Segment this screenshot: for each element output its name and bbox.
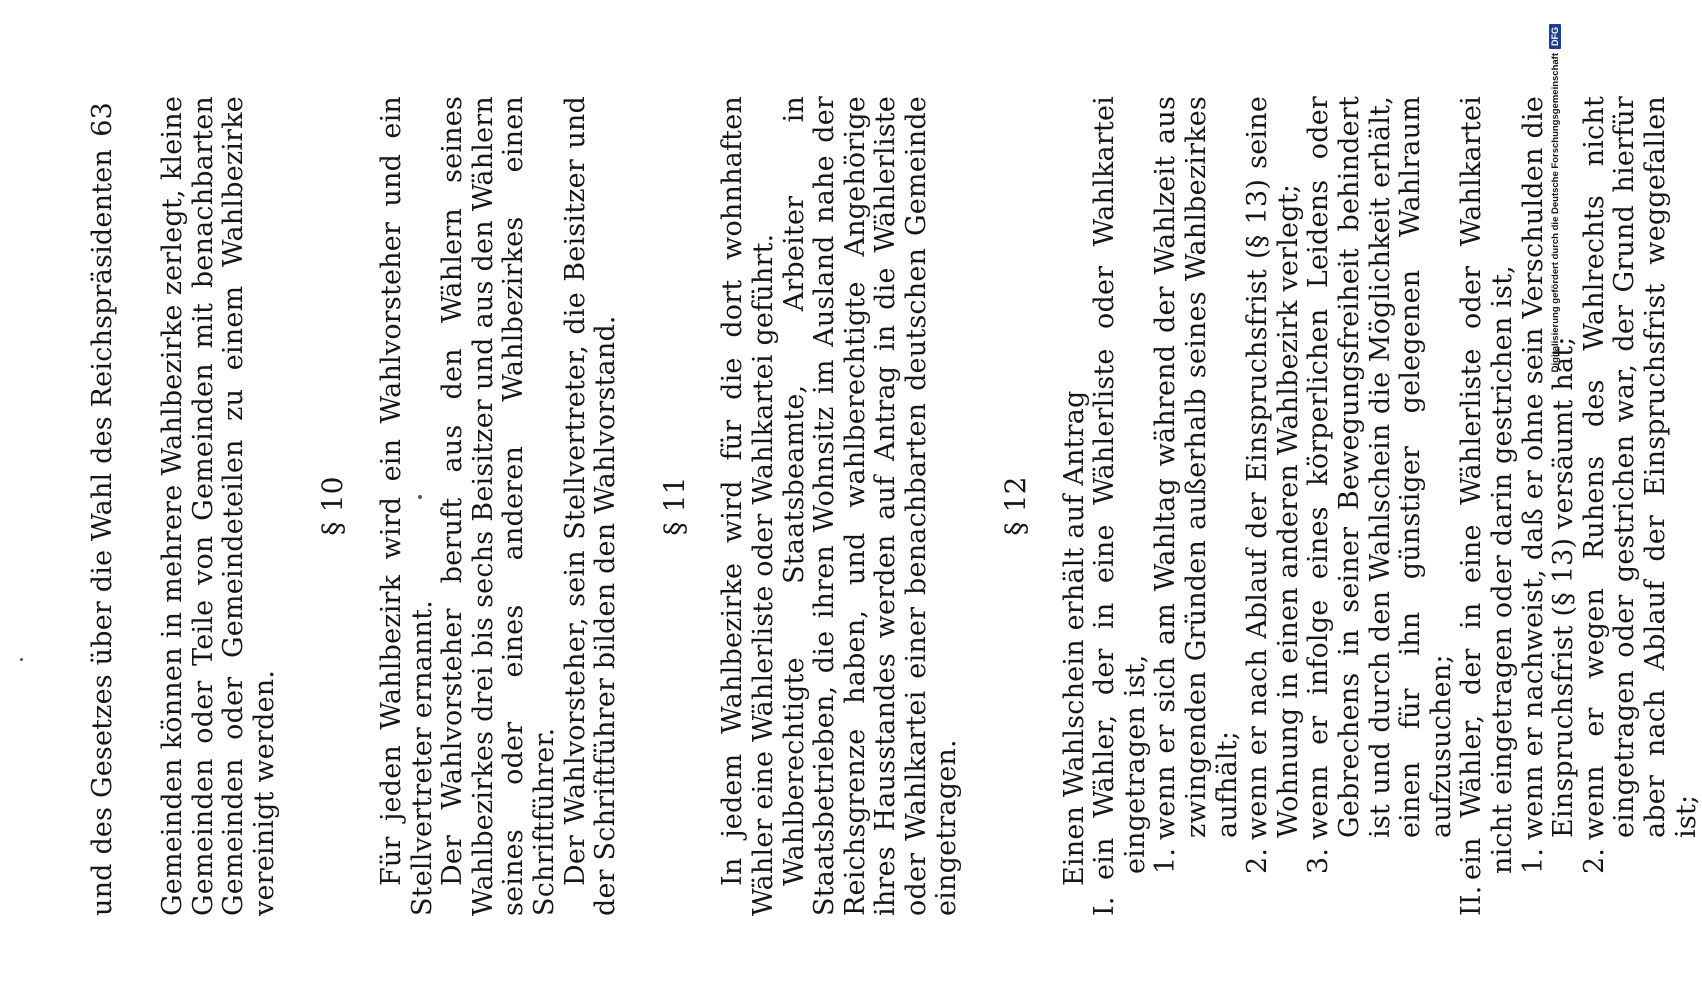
roman-numeral: I. bbox=[1089, 896, 1121, 916]
running-head-title: und des Gesetzes über die Wahl des Reichspräsidenten bbox=[87, 148, 118, 916]
section-heading-12: § 12 bbox=[999, 476, 1033, 536]
list-group-ii bbox=[1457, 96, 1518, 916]
list-item-text: wenn er wegen Ruhens des Wahlrechts nicht eingetragen oder gestrichen war, der Grund hierfür aber nach Ablauf der Einspruchsfrist weggefallen ist; bbox=[1578, 96, 1702, 840]
section-heading-10: § 10 bbox=[316, 476, 350, 536]
scan-speck bbox=[418, 495, 422, 499]
item-number: 2. bbox=[1578, 847, 1610, 874]
list-item bbox=[1151, 96, 1243, 916]
section-11-paragraph: Wahlberechtigte Staatsbeamte, Arbeiter in Staatsbetrieben, die ihren Wohnsitz im Ausland nahe der Reichsgrenze haben, und wahlberechtigte Angehörige ihres Hausstandes werden auf Antrag in die Wählerliste oder Wahlkartei einer benachbarten deutschen Gemeinde eingetragen. bbox=[778, 96, 963, 916]
item-number: 3. bbox=[1303, 847, 1335, 874]
digitization-note bbox=[1549, 24, 1561, 372]
list-item-text: wenn er infolge eines körperlichen Leidens oder Gebrechens in seiner Bewegungsfreiheit behindert ist und durch den Wahlschein die Möglichkeit erhält, einen für ihn günstiger gelegenen Wahlraum aufzusuchen; bbox=[1303, 96, 1457, 840]
list-item bbox=[1243, 96, 1304, 916]
list-item-text: wenn er nach Ablauf der Einspruchsfrist (§ 13) seine Wohnung in einen anderen Wahlbezirk verlegt; bbox=[1242, 96, 1304, 840]
section-10-paragraph: Der Wahlvorsteher, sein Stellvertreter, die Beisitzer und der Schriftführer bilden den Wahlvorstand. bbox=[559, 96, 622, 916]
list-item-text: wenn er nachweist, daß er ohne sein Verschulden die Einspruchsfrist (§ 13) versäumt hat; bbox=[1517, 96, 1580, 840]
section-10-paragraph: Der Wahlvorsteher beruft aus den Wählern seines Wahlbezirkes drei bis sechs Beisitzer und aus den Wählern seines oder eines anderen Wahlbezirkes einen Schriftführer. bbox=[437, 96, 560, 916]
roman-numeral: II. bbox=[1456, 885, 1488, 916]
scan-speck bbox=[20, 658, 23, 661]
section-11-paragraph: In jedem Wahlbezirke wird für die dort wohnhaften Wähler eine Wählerliste oder Wahlkartei geführt. bbox=[717, 96, 779, 916]
section-12-intro: Einen Wahlschein erhält auf Antrag bbox=[1058, 390, 1090, 886]
intro-paragraph: Gemeinden können in mehrere Wahlbezirke zerlegt, kleine Gemeinden oder Teile von Gemeinden mit benachbarten Gemeinden oder Gemeindeteilen zu einem Wahlbezirke vereinigt werden. bbox=[157, 96, 280, 916]
digitization-sidebar bbox=[1549, 0, 1563, 1000]
digitization-note-text: Digitalisierung gefördert durch die Deutsche Forschungsgemeinschaft bbox=[1549, 53, 1561, 373]
running-head bbox=[88, 96, 132, 916]
item-number: 2. bbox=[1242, 847, 1274, 874]
list-group-text: ein Wähler, der in eine Wählerliste oder Wahlkartei nicht eingetragen oder darin gestrichen ist, bbox=[1456, 96, 1518, 880]
page-number: 63 bbox=[87, 102, 118, 137]
list-group-i bbox=[1090, 96, 1151, 916]
page-text-column bbox=[88, 96, 1702, 916]
dfg-logo: DFG bbox=[1549, 24, 1561, 49]
list-item-text: wenn er sich am Wahltag während der Wahlzeit aus zwingenden Gründen außerhalb seines Wahlbezirkes aufhält; bbox=[1150, 96, 1243, 840]
list-item bbox=[1304, 96, 1457, 916]
item-number: 1. bbox=[1150, 847, 1182, 874]
list-group-text: ein Wähler, der in eine Wählerliste oder Wahlkartei eingetragen ist, bbox=[1089, 96, 1151, 880]
item-number: 1. bbox=[1517, 847, 1549, 874]
list-item bbox=[1580, 96, 1702, 916]
section-10-paragraph: Für jeden Wahlbezirk wird ein Wahlvorsteher und ein Stellvertreter ernannt. bbox=[375, 96, 438, 916]
section-heading-11: § 11 bbox=[657, 476, 691, 536]
